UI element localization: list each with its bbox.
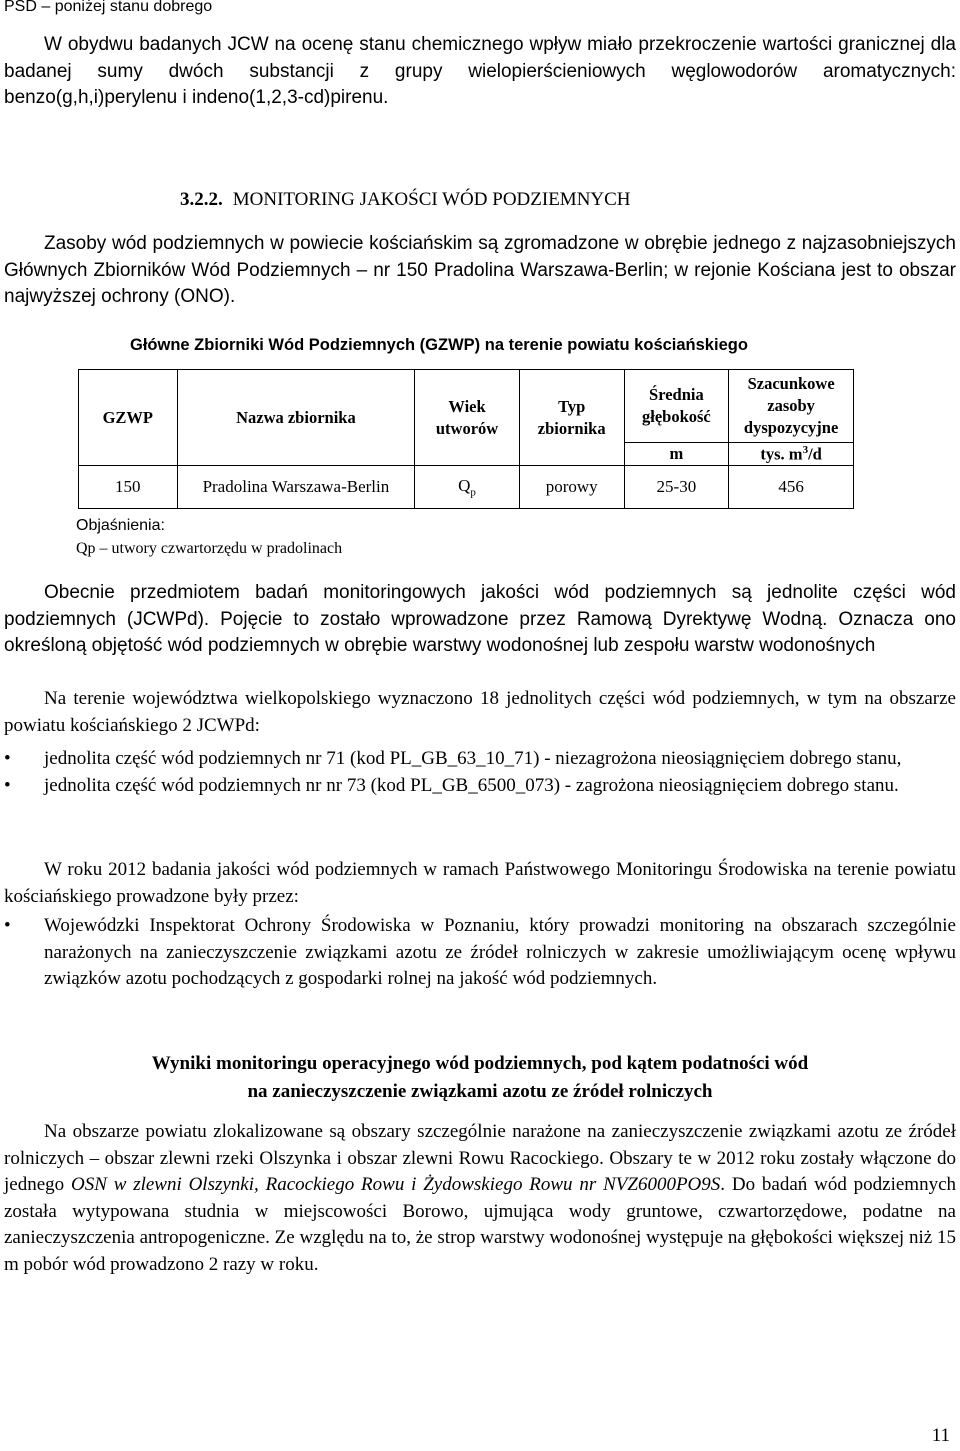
table-row xyxy=(79,466,854,509)
bullet-icon: • xyxy=(4,774,11,796)
status-note: PSD – poniżej stanu dobrego xyxy=(4,0,213,15)
jcwpd-list xyxy=(4,746,956,799)
page-number: 11 xyxy=(931,1425,950,1446)
header-gzwp: GZWP xyxy=(79,370,178,466)
list-item: • Wojewódzki Inspektorat Ochrony Środowiska w Poznaniu, który prowadzi monitoring na obszarach szczególnie narażonych na zanieczyszczenie związkami azotu ze źródeł rolniczych w zakresie umożliwiającym ocenę wpływu związków azotu pochodzących z gospodarki rolnej na jakość wód podziemnych. xyxy=(4,915,956,989)
header-name: Nazwa zbiornika xyxy=(177,370,415,466)
inspectorate-list xyxy=(4,913,956,993)
table-legend xyxy=(76,514,342,560)
header-depth: Średnia głębokość xyxy=(624,370,729,443)
intro-paragraph: W obydwu badanych JCW na ocenę stanu chemicznego wpływ miało przekroczenie wartości granicznej dla badanej sumy dwóch substancji z grupy wielopierścieniowych węglowodorów aromatycznych: benzo(g,h,i)perylenu i indeno(1,2,3-cd)pirenu. xyxy=(4,34,956,108)
table-header-row xyxy=(79,370,854,443)
cell-age: $Q_p$ xyxy=(415,466,520,509)
results-heading-line1: Wyniki monitoringu operacyjnego wód podziemnych, pod kątem podatności wód xyxy=(151,1053,809,1074)
section-intro-paragraph: Zasoby wód podziemnych w powiecie kościańskim są zgromadzone w obrębie jednego z najzasobniejszych Głównych Zbiorników Wód Podziemnych – nr 150 Pradolina Warszawa-Berlin; w rejonie Kościana jest to obszar najwyższej ochrony (ONO). xyxy=(4,233,956,307)
table-caption: Główne Zbiorniki Wód Podziemnych (GZWP) na terenie powiatu kościańskiego xyxy=(130,336,748,354)
current-monitoring-paragraph: Obecnie przedmiotem badań monitoringowych jakości wód podziemnych są jednolite części wód podziemnych (JCWPd). Pojęcie to zostało wprowadzone przez Ramową Dyrektywę Wodną. Oznacza ono określoną objętość wód podziemnych w obrębie warstwy wodonośnej lub zespołu warstw wodonośnych xyxy=(4,582,956,656)
header-depth-unit: m xyxy=(624,443,729,466)
results-paragraph: Na obszarze powiatu zlokalizowane są obszary szczególnie narażone na zanieczyszczenie związkami azotu ze źródeł rolniczych – obszar zlewni rzeki Olszynka i obszar zlewni Rowu Racockiego. Obszary te w 2012 roku zostały włączone do jednego OSN w zlewni Olszynki, Racockiego Rowu i Żydowskiego Rowu nr NVZ6000PO9S. Do badań wód podziemnych została wytypowana studnia w miejscowości Borowo, ujmująca wody gruntowe, czwartorzędowe, podatne na zanieczyszczenia antropogeniczne. Ze względu na to, że strop warstwy wodonośnej występuje na głębokości większej niż 15 m pobór wód prowadzono 2 razy w roku. xyxy=(4,1121,956,1275)
osn-name: OSN w zlewni Olszynki, Racockiego Rowu i Żydowskiego Rowu nr NVZ6000PO9S xyxy=(70,1174,721,1195)
header-resources-unit: tys. $m^3/d$ xyxy=(729,443,854,466)
cell-type: porowy xyxy=(519,466,624,509)
legend-item: Qp – utwory czwartorzędu w pradolinach xyxy=(76,540,343,557)
header-resources: Szacunkowe zasoby dyspozycyjne xyxy=(729,370,854,443)
bullet-icon: • xyxy=(4,915,11,936)
year-2012-paragraph: W roku 2012 badania jakości wód podziemnych w ramach Państwowego Monitoringu Środowiska na terenie powiatu kościańskiego prowadzone były przez: xyxy=(4,859,956,907)
section-heading xyxy=(180,189,631,211)
results-heading xyxy=(0,1050,960,1106)
header-age: Wiek utworów xyxy=(415,370,520,466)
cell-resources: 456 xyxy=(729,466,854,509)
cell-name: Pradolina Warszawa-Berlin xyxy=(177,466,415,509)
results-heading-line2: na zanieczyszczenie związkami azotu ze źródeł rolniczych xyxy=(247,1081,713,1102)
section-number: 3.2.2. xyxy=(180,189,223,210)
cell-gzwp: 150 xyxy=(79,466,178,509)
list-item: • jednolita część wód podziemnych nr nr 73 (kod PL_GB_6500_073) - zagrożona nieosiągnięciem dobrego stanu. xyxy=(4,773,956,800)
region-paragraph: Na terenie województwa wielkopolskiego wyznaczono 18 jednolitych części wód podziemnych, w tym na obszarze powiatu kościańskiego 2 JCWPd: xyxy=(4,688,956,736)
section-title: MONITORING JAKOŚCI WÓD PODZIEMNYCH xyxy=(232,189,631,210)
bullet-icon: • xyxy=(4,748,11,769)
list-item: • jednolita część wód podziemnych nr 71 (kod PL_GB_63_10_71) - niezagrożona nieosiągnięciem dobrego stanu, xyxy=(4,746,956,773)
gzwp-table xyxy=(78,369,854,509)
header-type: Typ zbiornika xyxy=(519,370,624,466)
legend-title: Objaśnienia: xyxy=(76,517,165,534)
cell-depth: 25-30 xyxy=(624,466,729,509)
